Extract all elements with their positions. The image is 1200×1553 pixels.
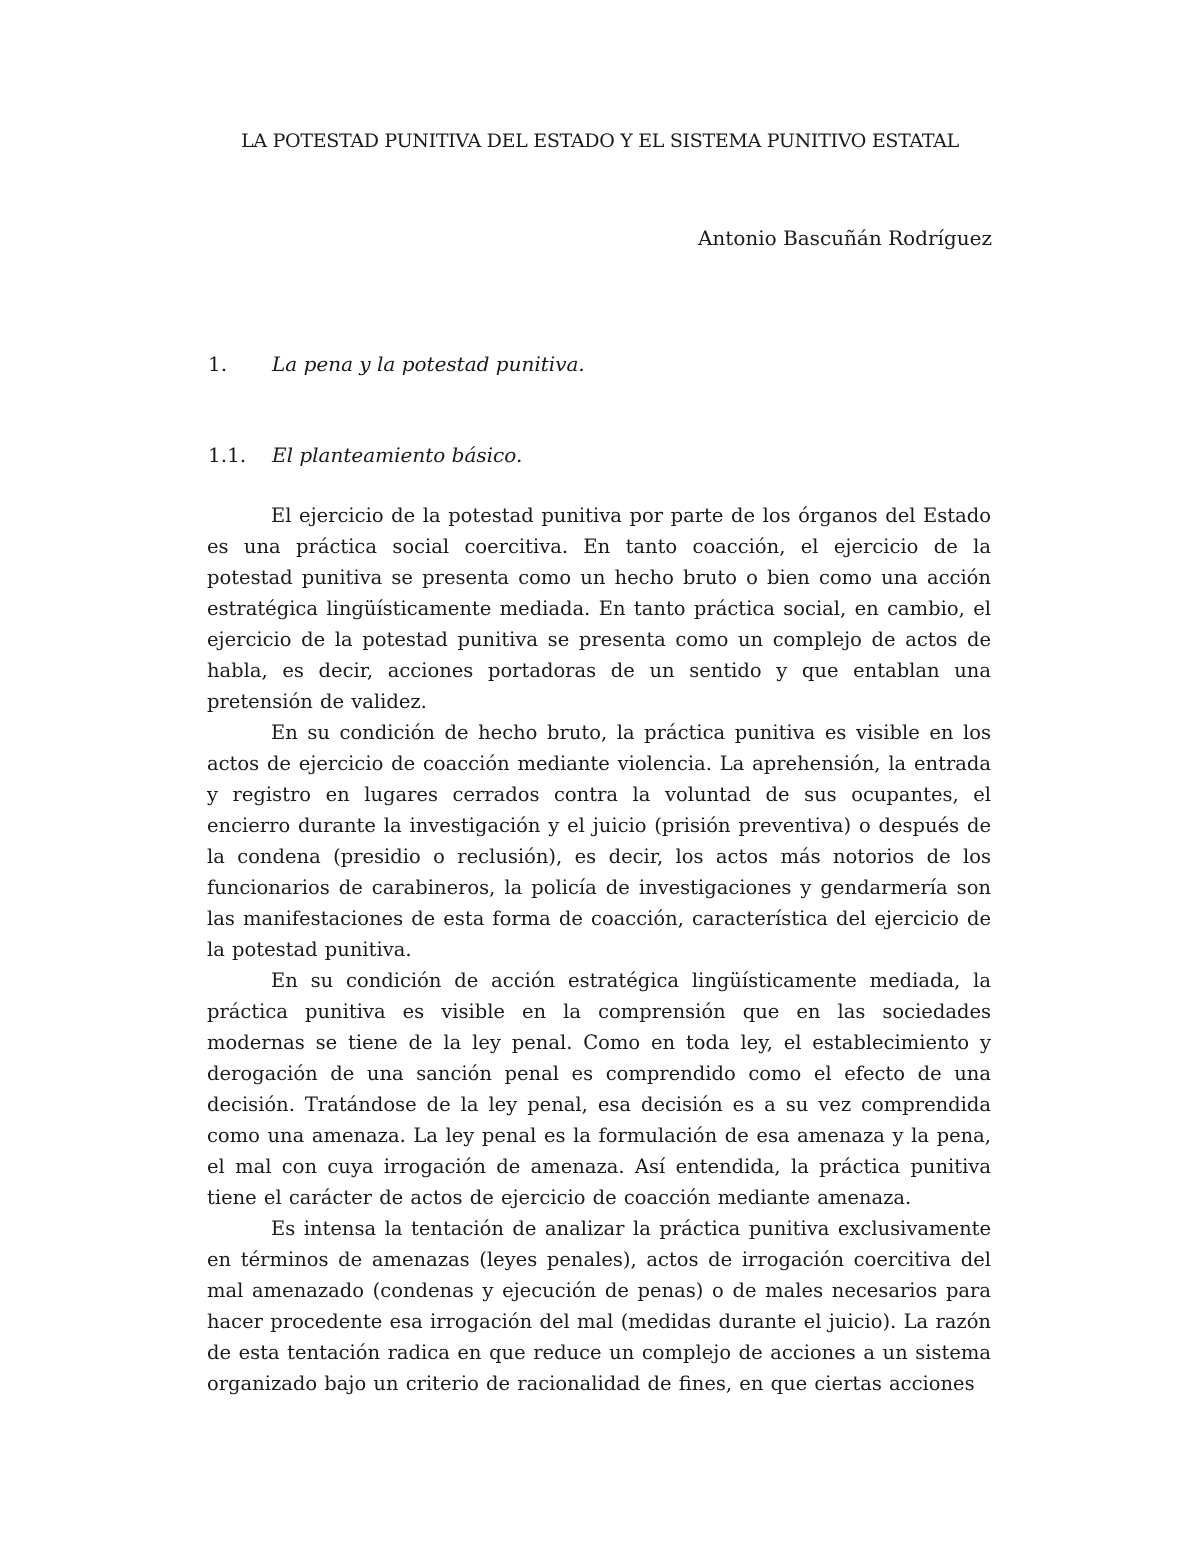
section-title: El planteamiento básico. [272,443,523,467]
body-text [207,500,991,1399]
section-title: La pena y la potestad punitiva. [272,352,585,376]
document-title: LA POTESTAD PUNITIVA DEL ESTADO Y EL SISTEMA PUNITIVO ESTATAL [241,130,959,152]
paragraph: En su condición de hecho bruto, la práctica punitiva es visible en los actos de ejercicio de coacción mediante violencia. La aprehensión, la entrada y registro en lugares cerrados contra la voluntad de sus ocupantes, el encierro durante la investigación y el juicio (prisión preventiva) o después de la condena (presidio o reclusión), es decir, los actos más notorios de los funcionarios de carabineros, la policía de investigaciones y gendarmería son las manifestaciones de esta forma de coacción, característica del ejercicio de la potestad punitiva. [207,721,991,961]
section-number: 1. [208,352,228,376]
paragraph: En su condición de acción estratégica lingüísticamente mediada, la práctica punitiva es visible en la comprensión que en las sociedades modernas se tiene de la ley penal. Como en toda ley, el establecimiento y derogación de una sanción penal es comprendido como el efecto de una decisión. Tratándose de la ley penal, esa decisión es a su vez comprendida como una amenaza. La ley penal es la formulación de esa amenaza y la pena, el mal con cuya irrogación de amenaza. Así entendida, la práctica punitiva tiene el carácter de actos de ejercicio de coacción mediante amenaza. [207,969,991,1209]
paragraph: Es intensa la tentación de analizar la práctica punitiva exclusivamente en términos de amenazas (leyes penales), actos de irrogación coercitiva del mal amenazado (condenas y ejecución de penas) o de males necesarios para hacer procedente esa irrogación del mal (medidas durante el juicio). La razón de esta tentación radica en que reduce un complejo de acciones a un sistema organizado bajo un criterio de racionalidad de fines, en que ciertas acciones [207,1217,991,1395]
section-number: 1.1. [208,443,247,467]
section-heading-1 [208,352,585,376]
paragraph: El ejercicio de la potestad punitiva por parte de los órganos del Estado es una práctica social coercitiva. En tanto coacción, el ejercicio de la potestad punitiva se presenta como un hecho bruto o bien como una acción estratégica lingüísticamente mediada. En tanto práctica social, en cambio, el ejercicio de la potestad punitiva se presenta como un complejo de actos de habla, es decir, acciones portadoras de un sentido y que entablan una pretensión de validez. [207,504,991,713]
section-heading-1-1 [208,443,522,467]
author-name: Antonio Bascuñán Rodríguez [697,226,992,250]
